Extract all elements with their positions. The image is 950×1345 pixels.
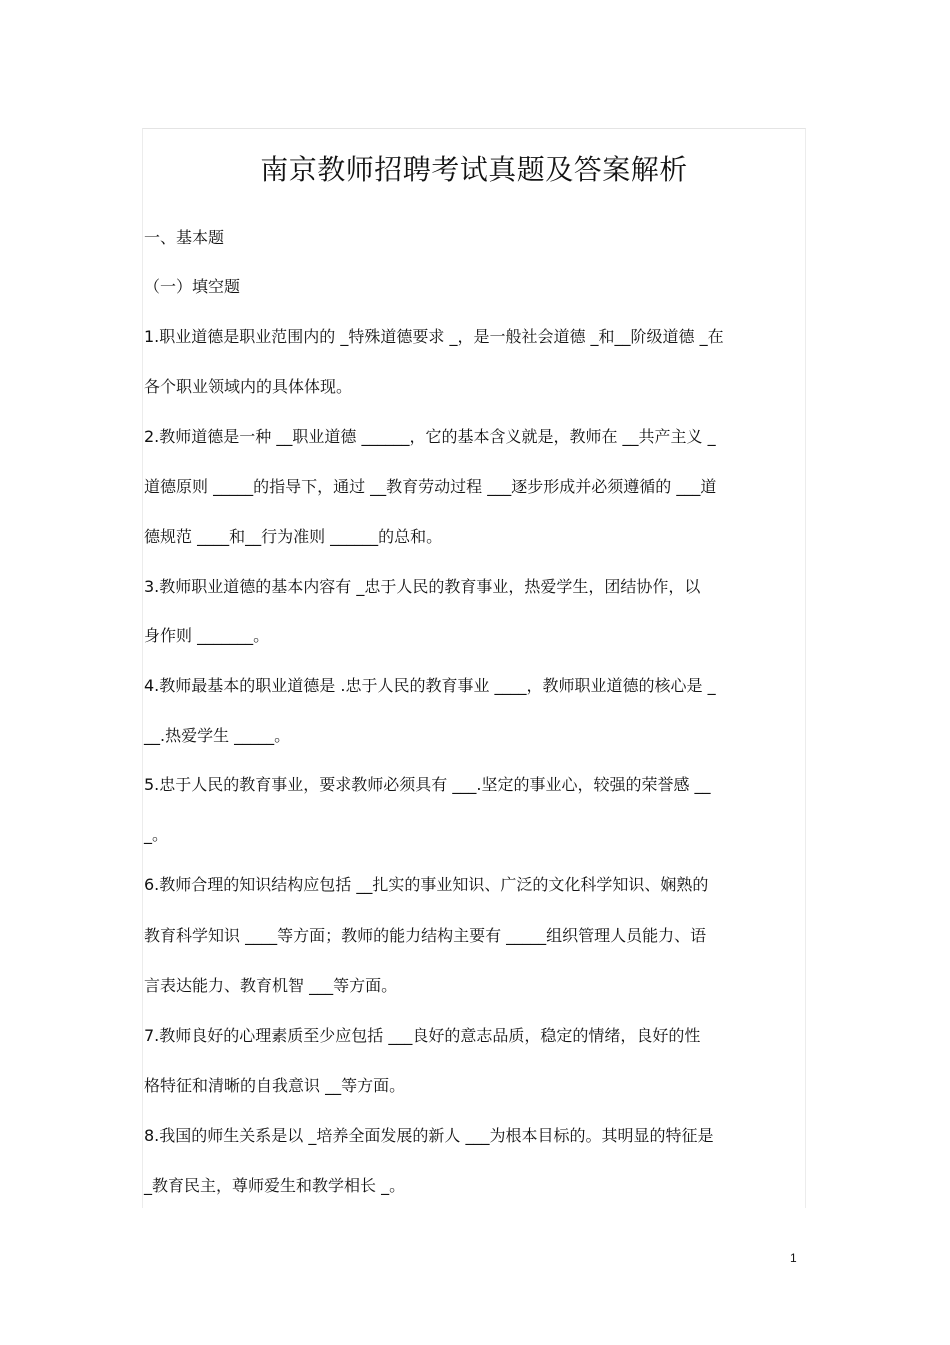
question-line: 4.教师最基本的职业道德是 .忠于人民的教育事业 ____，教师职业道德的核心是 _ bbox=[144, 676, 716, 695]
question-line: 1.职业道德是职业范围内的 _特殊道德要求 _，是一般社会道德 _和__阶级道德 _在 bbox=[144, 327, 724, 346]
question-line: 5.忠于人民的教育事业，要求教师必须具有 ___.坚定的事业心，较强的荣誉感 __ bbox=[144, 775, 711, 794]
question-line: _。 bbox=[144, 825, 169, 844]
section-heading: 一、基本题 bbox=[144, 228, 225, 247]
question-line: 2.教师道德是一种 __职业道德 ______，它的基本含义就是，教师在 __共产主义 _ bbox=[144, 427, 716, 446]
question-line: 7.教师良好的心理素质至少应包括 ___良好的意志品质，稳定的情绪，良好的性 bbox=[144, 1026, 701, 1045]
question-line: 教育科学知识 ____等方面；教师的能力结构主要有 _____组织管理人员能力、语 bbox=[144, 926, 707, 945]
question-line: 3.教师职业道德的基本内容有 _忠于人民的教育事业，热爱学生，团结协作，以 bbox=[144, 577, 701, 596]
page-number: 1 bbox=[790, 1251, 797, 1265]
document-title: 南京教师招聘考试真题及答案解析 bbox=[260, 153, 688, 186]
question-line: 德规范 ____和__行为准则 ______的总和。 bbox=[144, 527, 443, 546]
question-line: 言表达能力、教育机智 ___等方面。 bbox=[144, 976, 398, 995]
question-line: 格特征和清晰的自我意识 __等方面。 bbox=[144, 1076, 406, 1095]
question-line: 8.我国的师生关系是以 _培养全面发展的新人 ___为根本目标的。其明显的特征是 bbox=[144, 1126, 714, 1145]
subsection-heading: （一）填空题 bbox=[144, 277, 241, 296]
question-line: 道德原则 _____的指导下，通过 __教育劳动过程 ___逐步形成并必须遵循的 ___道 bbox=[144, 477, 717, 496]
question-line: 6.教师合理的知识结构应包括 __扎实的事业知识、广泛的文化科学知识、娴熟的 bbox=[144, 875, 709, 894]
question-line: 各个职业领域内的具体体现。 bbox=[144, 377, 353, 396]
question-line: 身作则 _______。 bbox=[144, 626, 270, 645]
question-line: _教育民主，尊师爱生和教学相长 _。 bbox=[144, 1176, 406, 1195]
question-line: __.热爱学生 _____。 bbox=[144, 726, 291, 745]
